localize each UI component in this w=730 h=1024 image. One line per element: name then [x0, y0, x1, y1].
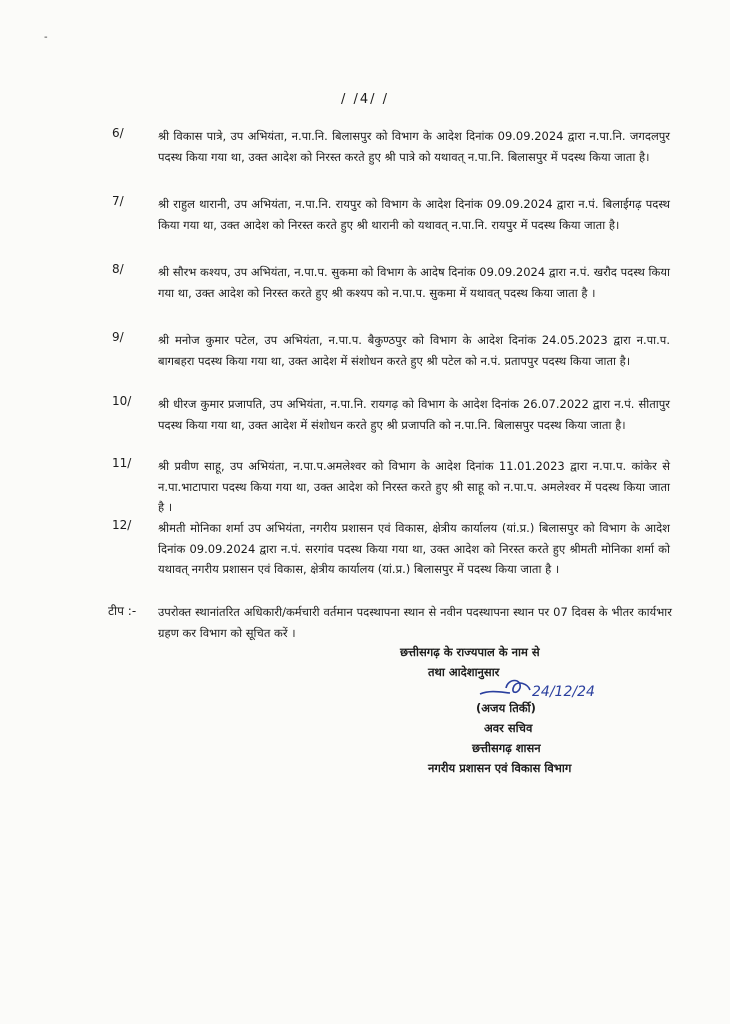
item-text: श्री राहुल थारानी, उप अभियंता, न.पा.नि. रायपुर को विभाग के आदेश दिनांक 09.09.2024 द्वारा न.पं. बिलाईगढ़ पदस्थ किया गया था, उक्त आदेश को निरस्त करते हुए श्री थारानी को यथावत् न.पा.नि. रायपुर में पदस्थ किया जाता है।: [158, 197, 670, 232]
order-item-7: [112, 194, 672, 235]
item-number: 7/: [112, 194, 124, 208]
item-number: 11/: [112, 456, 132, 470]
note-section: [108, 602, 672, 643]
item-text: श्री विकास पात्रे, उप अभियंता, न.पा.नि. बिलासपुर को विभाग के आदेश दिनांक 09.09.2024 द्वारा न.पा.नि. जगदलपुर पदस्थ किया गया था, उक्त आदेश को निरस्त करते हुए श्री पात्रे को यथावत् न.पा.नि. बिलासपुर में पदस्थ किया जाता है।: [158, 129, 670, 164]
note-label: टीप :-: [108, 604, 137, 618]
order-item-10: [112, 394, 672, 435]
order-item-6: [112, 126, 672, 167]
stray-mark: -: [44, 32, 48, 43]
item-number: 12/: [112, 518, 132, 532]
handwritten-signature: [470, 672, 630, 712]
page-number: / /4/ /: [340, 92, 390, 107]
signature-date: 24/12/24: [532, 684, 595, 700]
item-number: 6/: [112, 126, 124, 140]
order-item-8: [112, 262, 672, 303]
item-text: श्रीमती मोनिका शर्मा उप अभियंता, नगरीय प्रशासन एवं विकास, क्षेत्रीय कार्यालय (यां.प्र.) बिलासपुर को विभाग के आदेश दिनांक 09.09.2024 द्वारा न.पं. सरगांव पदस्थ किया गया था, उक्त आदेश को निरस्त करते हुए श्रीमती मोनिका शर्मा को यथावत् नगरीय प्रशासन एवं विकास, क्षेत्रीय कार्यालय (यां.प्र.) बिलासपुर में पदस्थ किया जाता है ।: [158, 521, 670, 576]
item-number: 8/: [112, 262, 124, 276]
signatory-name: (अजय तिर्की): [476, 701, 536, 715]
item-number: 9/: [112, 330, 124, 344]
signatory-designation: अवर सचिव: [484, 721, 533, 735]
signature-stroke-initials: [506, 681, 530, 693]
order-item-9: [112, 330, 672, 371]
order-item-11: [112, 456, 672, 518]
item-number: 10/: [112, 394, 132, 408]
order-item-12: [112, 518, 672, 580]
department-name: नगरीय प्रशासन एवं विकास विभाग: [428, 761, 572, 775]
government-name: छत्तीसगढ़ शासन: [472, 741, 541, 755]
item-text: श्री धीरज कुमार प्रजापति, उप अभियंता, न.पा.नि. रायगढ़ को विभाग के आदेश दिनांक 26.07.2022 द्वारा न.पं. सीतापुर पदस्थ किया गया था, उक्त आदेश में संशोधन करते हुए श्री प्रजापति को न.पा.नि. बिलासपुर पदस्थ किया जाता है।: [158, 397, 670, 432]
item-text: श्री सौरभ कश्यप, उप अभियंता, न.पा.प. सुकमा को विभाग के आदेष दिनांक 09.09.2024 द्वारा न.पं. खरौद पदस्थ किया गया था, उक्त आदेश को निरस्त करते हुए श्री कश्यप को न.पा.प. सुकमा में यथावत् पदस्थ किया जाता है ।: [158, 265, 670, 300]
authority-line-1: छत्तीसगढ़ के राज्यपाल के नाम से: [400, 645, 540, 659]
signature-stroke-underline: [480, 692, 510, 694]
authority-line-2: तथा आदेशानुसार: [428, 665, 500, 679]
item-text: श्री मनोज कुमार पटेल, उप अभियंता, न.पा.प. बैकुण्ठपुर को विभाग के आदेश दिनांक 24.05.2023 द्वारा न.पा.प. बागबहरा पदस्थ किया गया था, उक्त आदेश में संशोधन करते हुए श्री पटेल को न.पं. प्रतापपुर पदस्थ किया जाता है।: [158, 333, 670, 368]
item-text: श्री प्रवीण साहू, उप अभियंता, न.पा.प.अमलेश्वर को विभाग के आदेश दिनांक 11.01.2023 द्वारा न.पा.प. कांकेर से न.पा.भाटापारा पदस्थ किया गया था, उक्त आदेश को निरस्त करते हुए श्री साहू को न.पा.प. अमलेश्वर में पदस्थ किया जाता है ।: [158, 459, 670, 514]
note-text: उपरोक्त स्थानांतरित अधिकारी/कर्मचारी वर्तमान पदस्थापना स्थान से नवीन पदस्थापना स्थान पर 07 दिवस के भीतर कार्यभार ग्रहण कर विभाग को सूचित करें ।: [158, 605, 672, 640]
